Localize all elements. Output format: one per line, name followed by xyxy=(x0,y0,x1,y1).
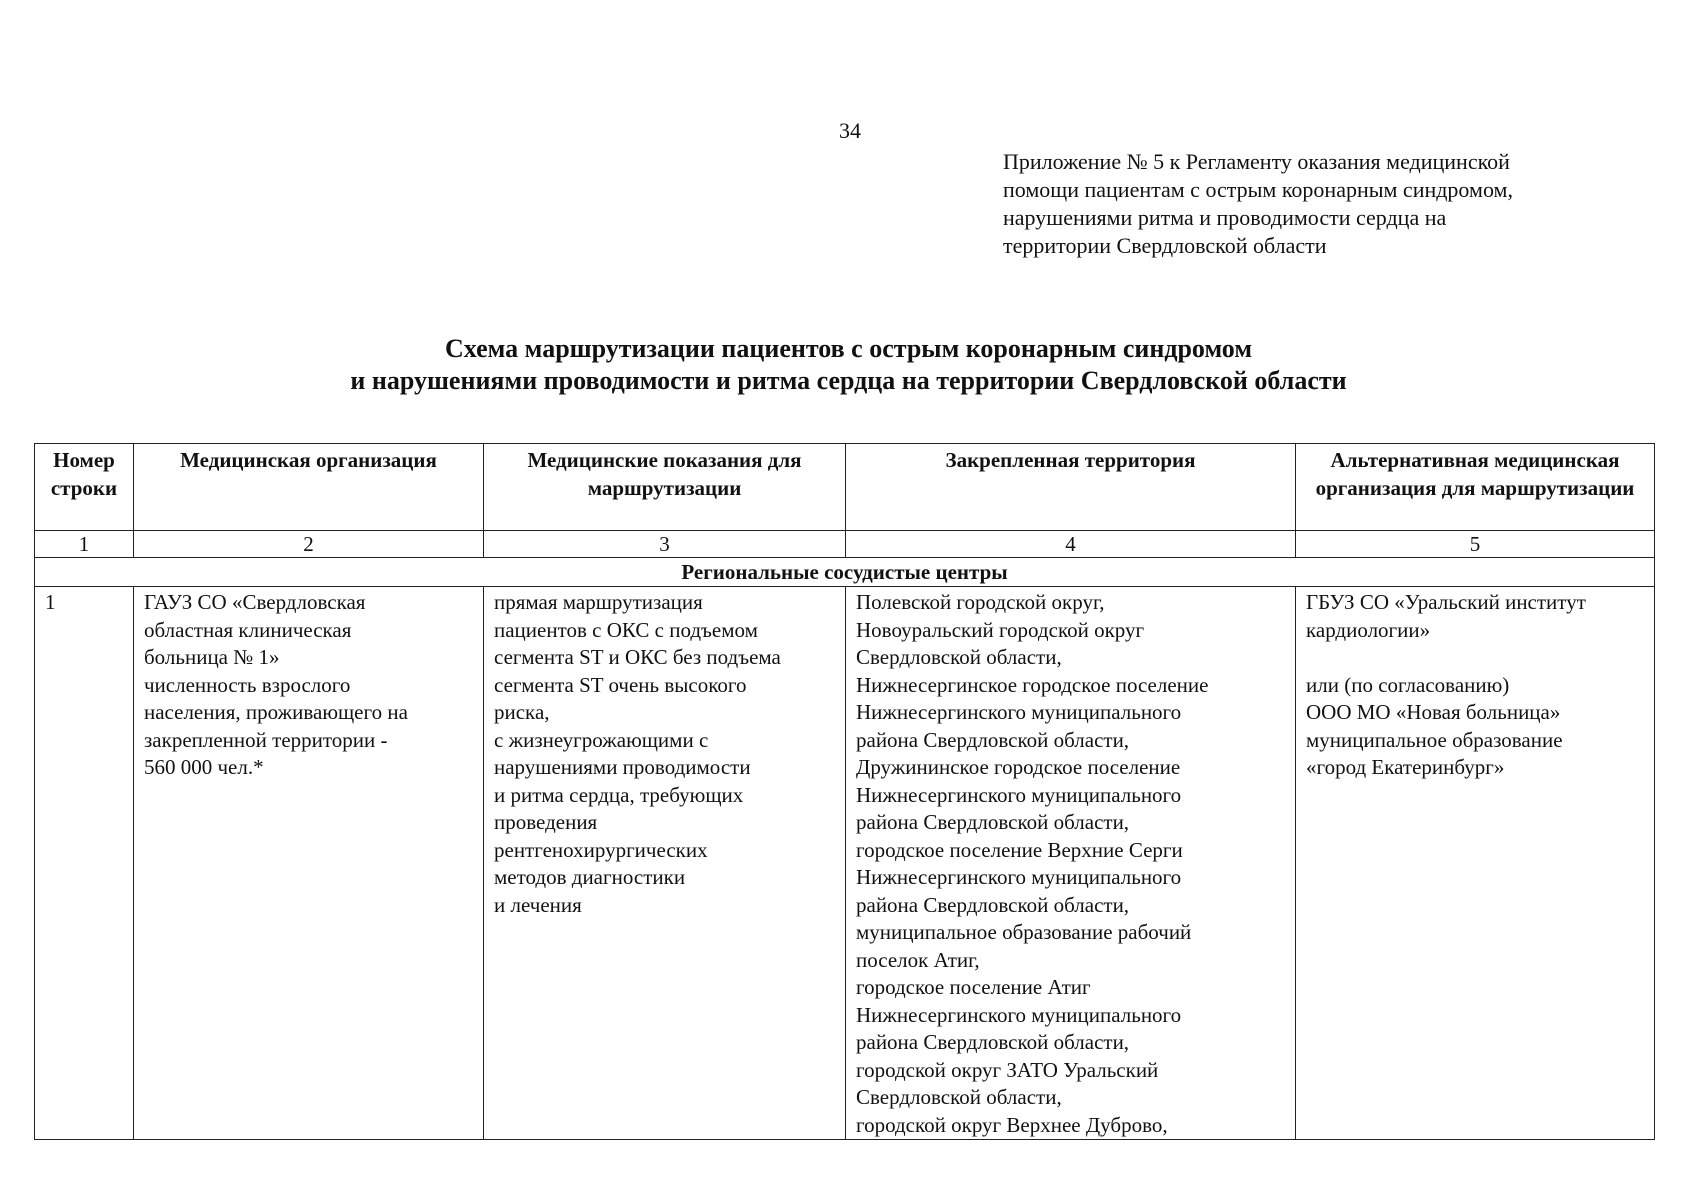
table-header-row xyxy=(35,444,1655,531)
appendix-line: нарушениями ритма и проводимости сердца на xyxy=(1003,205,1447,230)
cell-line: Нижнесергинского муниципального xyxy=(856,782,1182,807)
section-title: Региональные сосудистые центры xyxy=(35,558,1655,587)
appendix-line: помощи пациентам с острым коронарным синдромом, xyxy=(1003,177,1513,202)
cell-line: проведения xyxy=(494,810,598,834)
cell-line: 560 000 чел.* xyxy=(144,755,264,779)
cell-line: городское поселение Верхние Серги xyxy=(856,837,1183,862)
table-row xyxy=(35,587,1655,1140)
cell-line: Новоуральский городской округ xyxy=(856,617,1145,642)
cell-line: Свердловской области, xyxy=(856,1085,1062,1109)
cell-line: рентгенохирургических xyxy=(494,837,708,862)
cell-line: городское поселение Атиг xyxy=(856,975,1091,999)
cell-line: Дружининское городское поселение xyxy=(856,755,1181,779)
header-medical-indications: Медицинские показания для маршрутизации xyxy=(484,444,846,531)
cell-line: населения, проживающего на xyxy=(144,700,408,724)
cell-line: Полевской городской округ, xyxy=(856,590,1105,614)
cell-line: Нижнесергинское городское поселение xyxy=(856,672,1209,697)
appendix-line: территории Свердловской области xyxy=(1003,233,1327,258)
cell-line: сегмента ST очень высокого xyxy=(494,672,747,697)
cell-line: и ритма сердца, требующих xyxy=(494,782,744,807)
cell-line: района Свердловской области, xyxy=(856,892,1130,917)
indications-cell xyxy=(484,587,846,1140)
cell-line: областная клиническая xyxy=(144,617,352,642)
cell-line: больница № 1» xyxy=(144,645,280,669)
header-alternative-organization: Альтернативная медицинская организация для маршрутизации xyxy=(1296,444,1655,531)
cell-line: «город Екатеринбург» xyxy=(1306,755,1505,779)
cell-line: муниципальное образование xyxy=(1306,727,1563,752)
column-number: 5 xyxy=(1296,531,1655,558)
row-number-cell: 1 xyxy=(35,587,134,1140)
appendix-note xyxy=(1003,148,1603,260)
cell-line: городской округ Верхнее Дуброво, xyxy=(856,1112,1168,1137)
cell-line: риска, xyxy=(494,700,550,724)
cell-line: закрепленной территории - xyxy=(144,727,388,752)
cell-line: Нижнесергинского муниципального xyxy=(856,865,1182,889)
title-line: и нарушениями проводимости и ритма сердца на территории Свердловской области xyxy=(350,366,1347,395)
cell-line: прямая маршрутизация xyxy=(494,590,703,614)
title-line: Схема маршрутизации пациентов с острым коронарным синдромом xyxy=(444,334,1253,363)
cell-line: Свердловской области, xyxy=(856,645,1062,669)
cell-line: нарушениями проводимости xyxy=(494,755,751,779)
blank-line xyxy=(1306,644,1644,672)
cell-line: городской округ ЗАТО Уральский xyxy=(856,1057,1159,1082)
section-row xyxy=(35,558,1655,587)
cell-line: с жизнеугрожающими с xyxy=(494,727,709,752)
page-number: 34 xyxy=(839,118,861,143)
cell-line: муниципальное образование рабочий xyxy=(856,920,1192,944)
territory-cell xyxy=(846,587,1296,1140)
alternative-cell xyxy=(1296,587,1655,1140)
column-number: 2 xyxy=(134,531,484,558)
column-number: 1 xyxy=(35,531,134,558)
cell-line: района Свердловской области, xyxy=(856,1030,1130,1054)
cell-line: и лечения xyxy=(494,892,582,917)
header-medical-organization: Медицинская организация xyxy=(134,444,484,531)
cell-line: района Свердловской области, xyxy=(856,727,1130,752)
cell-line: ООО МО «Новая больница» xyxy=(1306,700,1561,724)
cell-line: сегмента ST и ОКС без подъема xyxy=(494,645,781,669)
header-row-number: Номер строки xyxy=(35,444,134,531)
cell-line: Нижнесергинского муниципального xyxy=(856,1002,1182,1027)
column-number: 3 xyxy=(484,531,846,558)
column-number-row xyxy=(35,531,1655,558)
organization-cell xyxy=(134,587,484,1140)
cell-line: района Свердловской области, xyxy=(856,810,1130,834)
header-assigned-territory: Закрепленная территория xyxy=(846,444,1296,531)
column-number: 4 xyxy=(846,531,1296,558)
cell-line: кардиологии» xyxy=(1306,617,1431,642)
cell-line: или (по согласованию) xyxy=(1306,672,1510,697)
cell-line: численность взрослого xyxy=(144,672,351,697)
cell-line: поселок Атиг, xyxy=(856,947,980,972)
cell-line: пациентов с ОКС с подъемом xyxy=(494,617,758,642)
cell-line: ГБУЗ СО «Уральский институт xyxy=(1306,590,1586,614)
cell-line: ГАУЗ СО «Свердловская xyxy=(144,590,366,614)
document-title xyxy=(0,333,1697,397)
cell-line: Нижнесергинского муниципального xyxy=(856,700,1182,724)
appendix-line: Приложение № 5 к Регламенту оказания медицинской xyxy=(1003,149,1510,174)
routing-table xyxy=(34,443,1655,1140)
cell-line: методов диагностики xyxy=(494,865,686,889)
